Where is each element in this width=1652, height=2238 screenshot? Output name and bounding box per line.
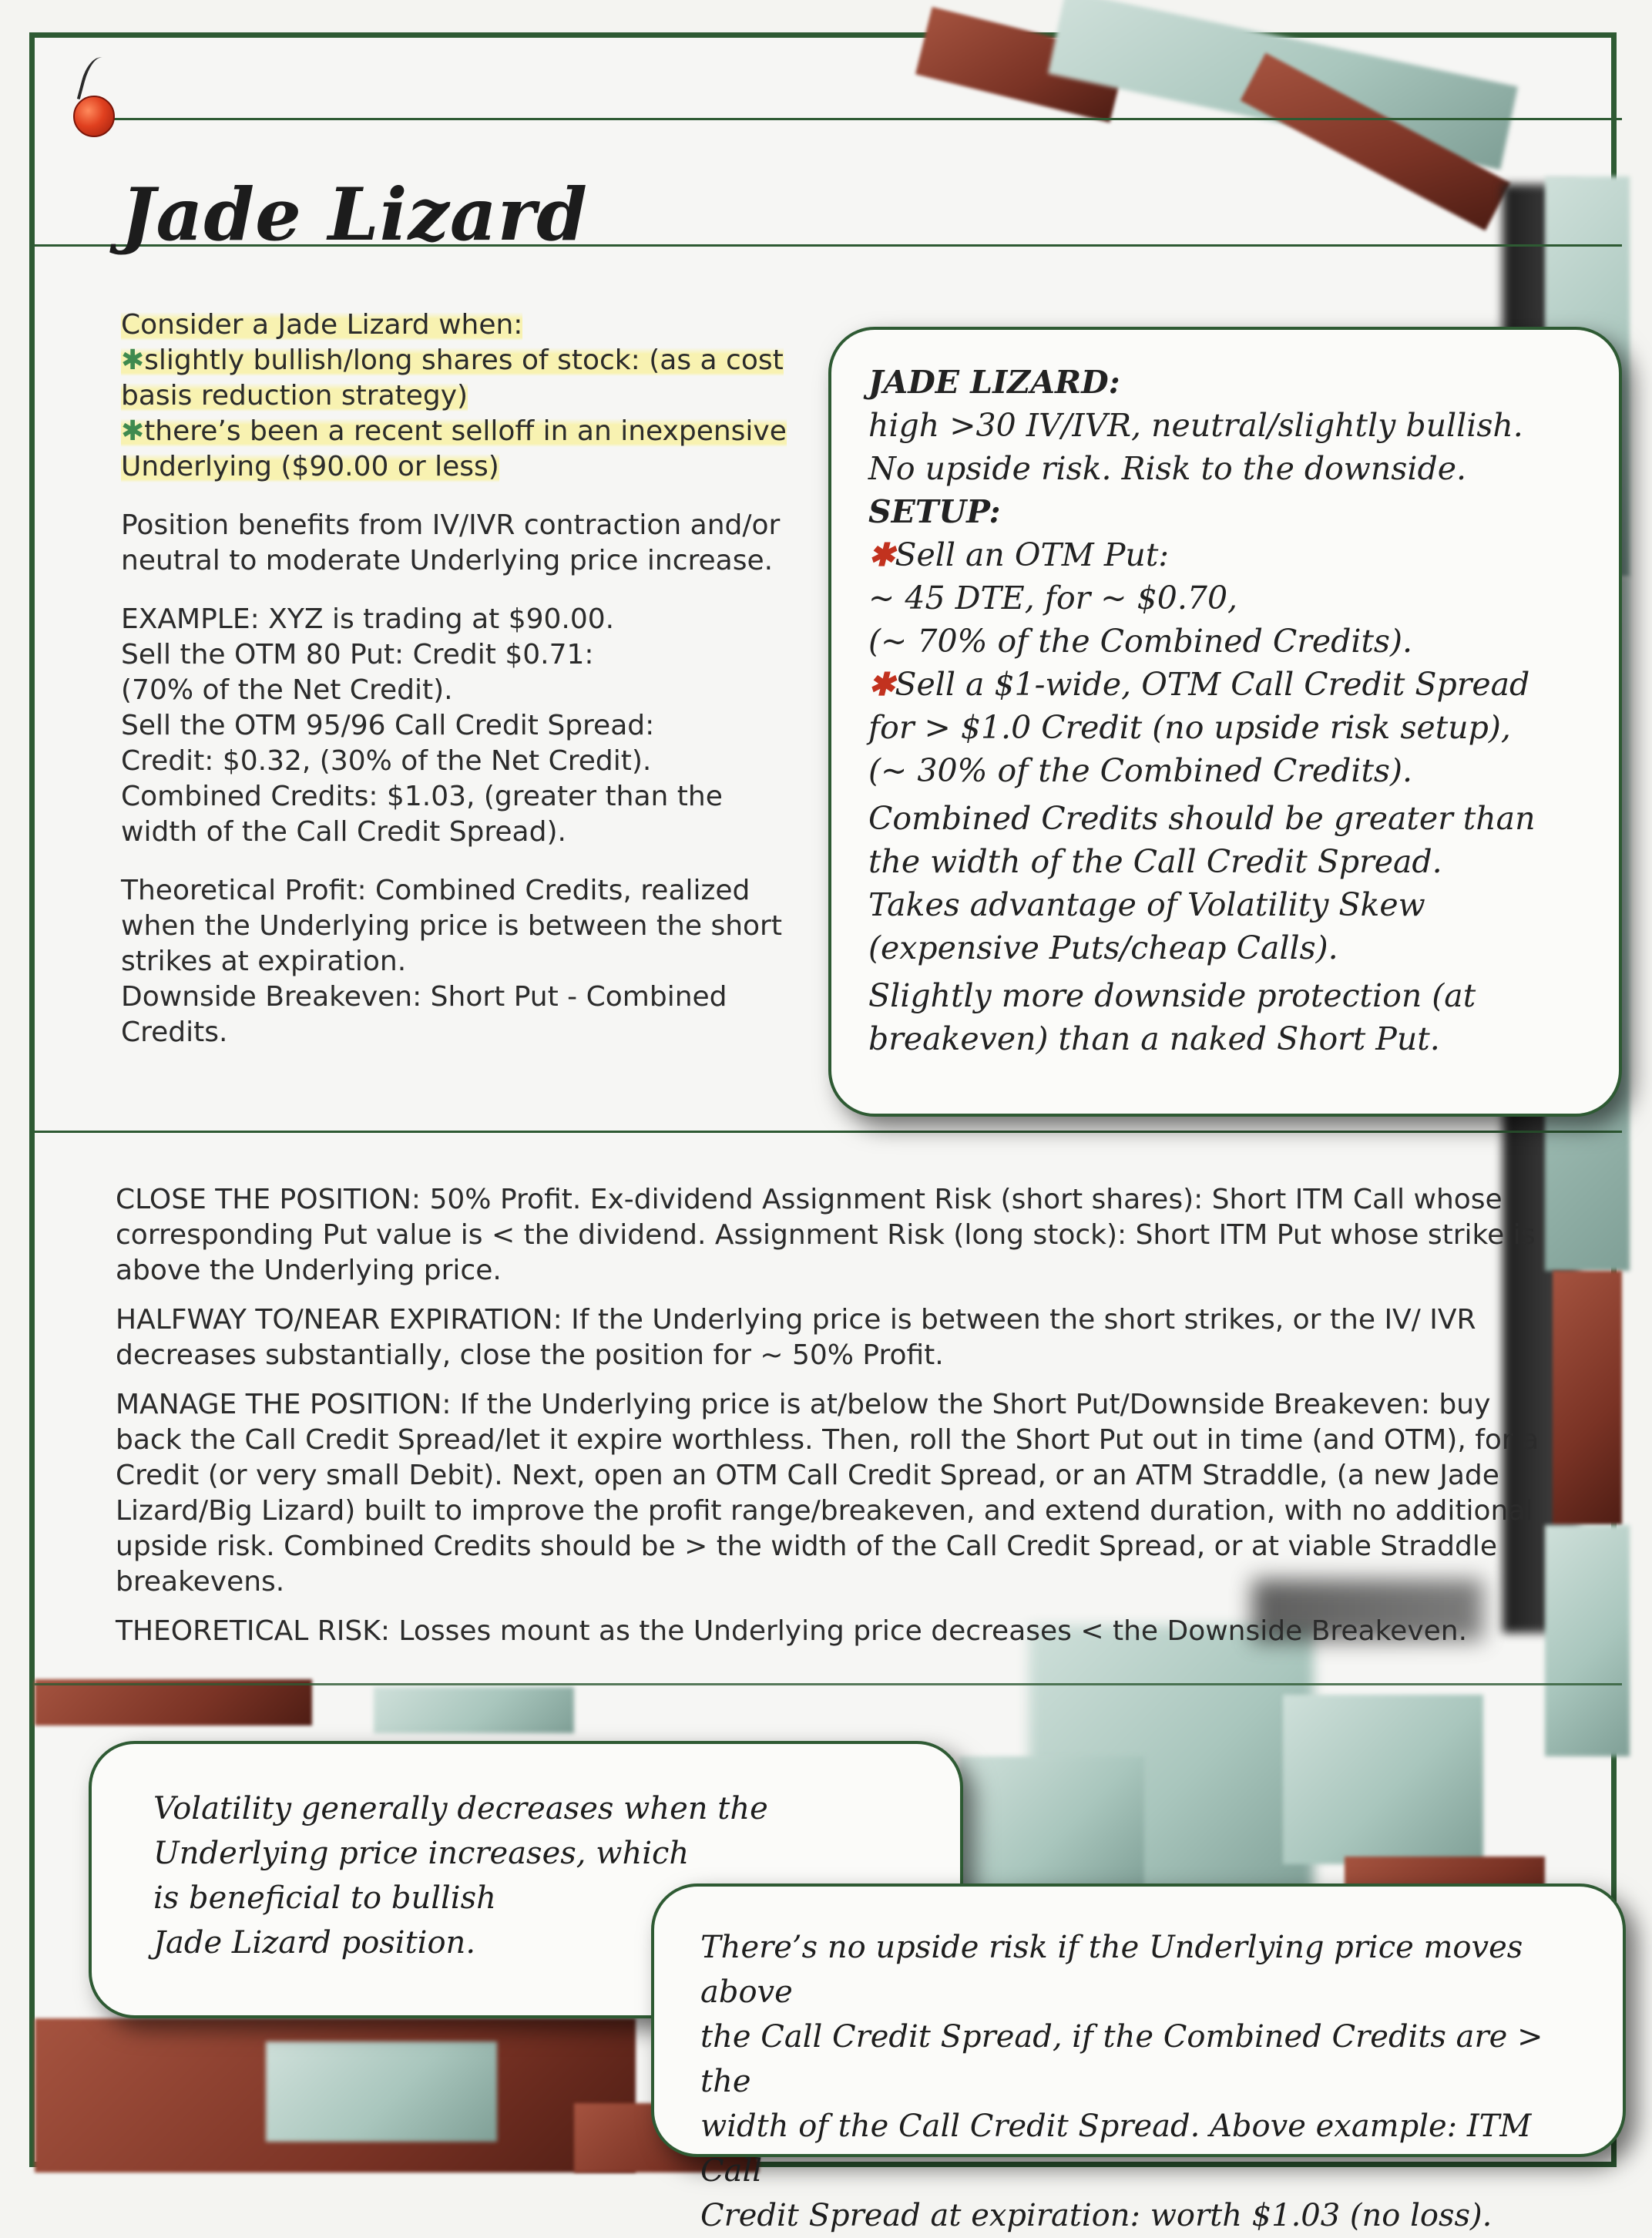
consider-bullet-1 <box>121 344 784 412</box>
halfway-text: HALFWAY TO/NEAR EXPIRATION: If the Underlying price is between the short strikes, or the IV/ IVR decreases substantially, close the position for ~ 50% Profit. <box>116 1304 1476 1371</box>
setup-box-heading: JADE LIZARD: <box>868 364 1120 401</box>
footer-rule <box>35 1683 1622 1685</box>
setup-line: Takes advantage of Volatility Skew <box>868 886 1425 923</box>
setup-line-text: Sell a $1-wide, OTM Call Credit Spread <box>895 666 1530 703</box>
decor-shape <box>1283 1695 1483 1864</box>
example-line: (70% of the Net Credit). <box>121 674 453 706</box>
setup-line <box>868 533 1582 576</box>
note-line: Underlying price increases, which <box>153 1836 690 1871</box>
setup-line: (expensive Puts/cheap Calls). <box>868 929 1338 966</box>
decor-shape <box>959 1756 1144 1895</box>
note-line: Credit Spread at expiration: worth $1.03 (no loss). <box>700 2198 1493 2233</box>
setup-line: for > $1.0 Credit (no upside risk setup), <box>868 709 1511 746</box>
example-line: Sell the OTM 80 Put: Credit $0.71: <box>121 639 594 670</box>
example-block <box>121 602 799 850</box>
header-rule-top <box>104 118 1622 120</box>
consider-bullet-2-text: there’s been a recent selloff in an inexpensive Underlying ($90.00 or less) <box>121 415 787 482</box>
note-line: width of the Call Credit Spread. Above example: ITM Call <box>700 2109 1532 2189</box>
setup-line: breakeven) than a naked Short Put. <box>868 1020 1440 1057</box>
benefits-text: Position benefits from IV/IVR contraction and/or neutral to moderate Underlying price increase. <box>121 509 781 576</box>
decor-shape <box>374 1687 574 1733</box>
setup-line: ~ 45 DTE, for ~ $0.70, <box>868 580 1238 617</box>
page-frame <box>29 32 1617 2233</box>
management-section <box>116 1182 1564 1663</box>
theoretical-risk-text: THEORETICAL RISK: Losses mount as the Underlying price decreases < the Downside Breakeven. <box>116 1615 1468 1647</box>
setup-line-text: Sell an OTM Put: <box>895 536 1170 573</box>
star-icon: ✱ <box>121 415 145 447</box>
note-line: is beneficial to bullish <box>153 1880 496 1916</box>
star-icon: ✱ <box>868 666 895 703</box>
section-divider <box>35 1131 1622 1133</box>
theoretical-profit-text: Theoretical Profit: Combined Credits, realized when the Underlying price is between the short strikes at expiration. <box>121 875 782 977</box>
setup-line: high >30 IV/IVR, neutral/slightly bullish. <box>868 407 1523 444</box>
setup-line: Slightly more downside protection (at <box>868 977 1476 1014</box>
star-icon: ✱ <box>121 344 145 376</box>
note-line: the Call Credit Spread, if the Combined Credits are > the <box>700 2019 1543 2099</box>
consider-bullet-1-text: slightly bullish/long shares of stock: (as a cost basis reduction strategy) <box>121 344 784 412</box>
example-line: Sell the OTM 95/96 Call Credit Spread: <box>121 710 655 741</box>
note-line: Jade Lizard position. <box>153 1925 476 1961</box>
consider-intro: Consider a Jade Lizard when: <box>121 309 523 341</box>
star-icon: ✱ <box>868 536 895 573</box>
decor-shape <box>35 1679 312 1726</box>
setup-callout <box>828 327 1622 1117</box>
note-upside-risk <box>651 1883 1626 2233</box>
example-line: Combined Credits: $1.03, (greater than the width of the Call Credit Spread). <box>121 781 723 848</box>
setup-heading: SETUP: <box>868 493 1001 530</box>
setup-line: the width of the Call Credit Spread. <box>868 843 1442 880</box>
setup-line: No upside risk. Risk to the downside. <box>868 450 1466 487</box>
downside-breakeven-text: Downside Breakeven: Short Put - Combined Credits. <box>121 981 727 1048</box>
example-line: EXAMPLE: XYZ is trading at $90.00. <box>121 603 615 635</box>
setup-line: (~ 30% of the Combined Credits). <box>868 752 1412 789</box>
setup-line: (~ 70% of the Combined Credits). <box>868 623 1412 660</box>
decor-shape <box>266 2041 497 2142</box>
manage-position-text: MANAGE THE POSITION: If the Underlying price is at/below the Short Put/Downside Breakeven: buy back the Call Credit Spread/let it expire worthless. Then, roll the Short Put out in time (and OTM), for a Credit (or very small Debit). Next, open an OTM Call Credit Spread, or an ATM Straddle, (a new Jade Lizard/Big Lizard) built to improve the profit range/breakeven, and extend duration, with no additional upside risk. Combined Credits should be > the width of the Call Credit Spread, or at viable Straddle breakevens. <box>116 1389 1540 1598</box>
cherry-icon <box>73 96 115 137</box>
close-position-text: CLOSE THE POSITION: 50% Profit. Ex-dividend Assignment Risk (short shares): Short ITM Call whose corresponding Put value is < the dividend. Assignment Risk (long stock): Short ITM Put whose strike is above the Underlying price. <box>116 1184 1536 1286</box>
profit-block <box>121 873 799 1050</box>
consider-block <box>121 307 799 485</box>
note-line: Volatility generally decreases when the <box>153 1791 768 1826</box>
left-column <box>121 307 799 1074</box>
setup-line: Combined Credits should be greater than <box>868 800 1536 837</box>
consider-bullet-2 <box>121 415 787 482</box>
example-line: Credit: $0.32, (30% of the Net Credit). <box>121 745 652 777</box>
page-title: Jade Lizard <box>121 173 588 257</box>
setup-line <box>868 663 1582 706</box>
note-line: There’s no upside risk if the Underlying price moves above <box>700 1930 1523 2010</box>
